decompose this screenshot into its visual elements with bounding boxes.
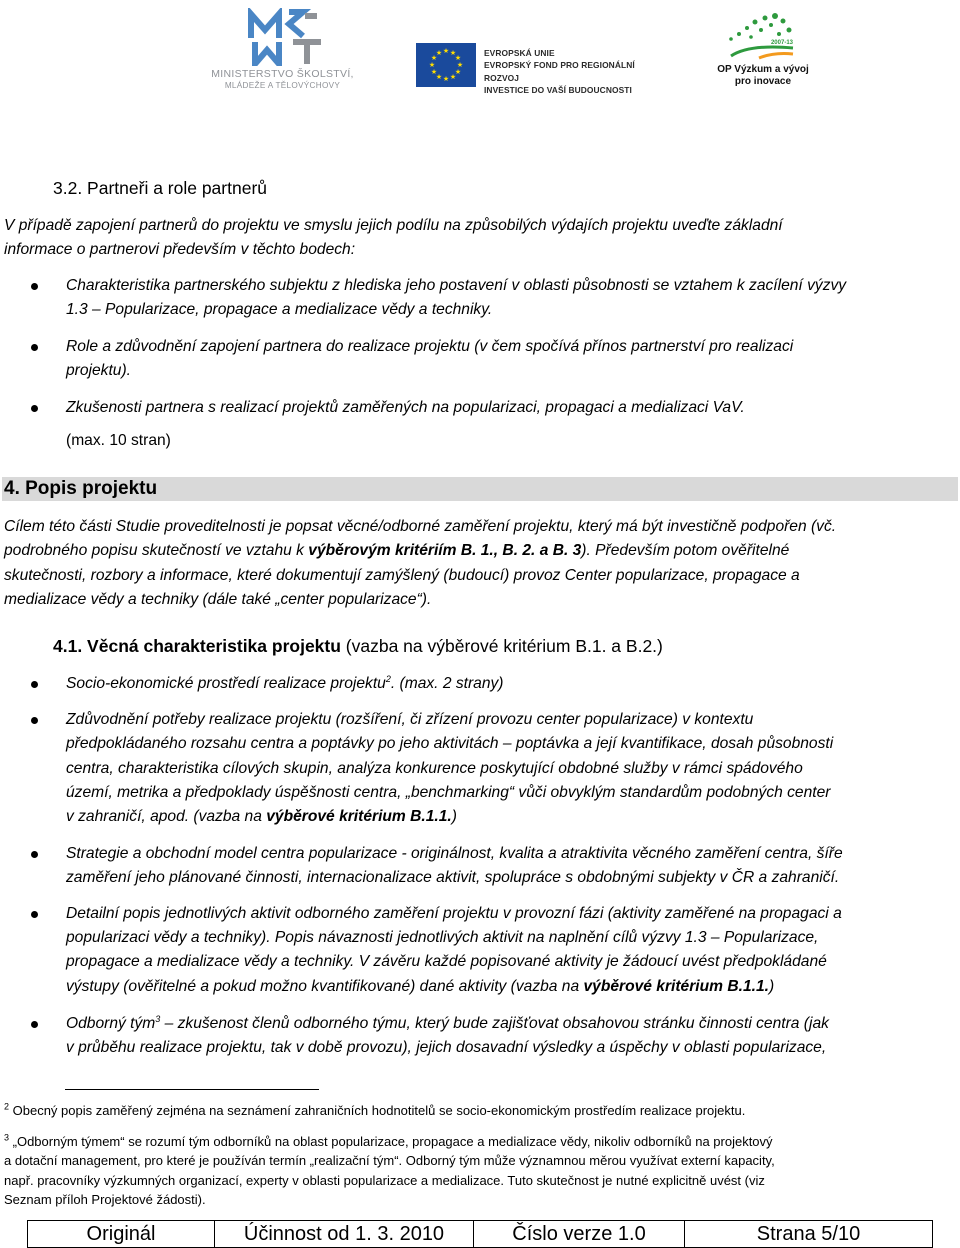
msmt-name-line1: MINISTERSTVO ŠKOLSTVÍ,: [211, 68, 354, 80]
project-bullet-3-line2: zaměření jeho plánované činnosti, internacionalizace aktivit, spolupráce s obdobnými subjekty v ČR a zahraničí.: [66, 869, 840, 886]
project-bullet-1-text: Socio-ekonomické prostředí realizace projektu: [66, 675, 386, 692]
eu-line3: INVESTICE DO VAŠÍ BUDOUCNOSTI: [484, 84, 632, 95]
partner-bullet-3: Zkušenosti partnera s realizací projektů zaměřených na popularizaci, propagaci a medializaci VaV.: [66, 399, 745, 416]
footnote-2: [4, 1101, 956, 1120]
bullet-icon: [31, 851, 38, 858]
svg-text:★: ★: [454, 68, 462, 76]
project-bullet-2-line4: území, metrika a předpoklady úspěšnosti centra, „benchmarking“ vůči obvyklým standardům podobných center: [66, 784, 831, 801]
section-4-heading-text: 4. Popis projektu: [4, 478, 158, 499]
svg-text:★: ★: [449, 49, 457, 57]
msmt-logo: [205, 8, 360, 90]
section-4-1-heading: [53, 634, 663, 659]
footnote-ref-3: 3: [155, 1013, 161, 1024]
footer-table: [27, 1220, 933, 1248]
project-bullet-5-b: – zkušenost členů odborného týmu, který bude zajišťovat obsahovou stránku činnosti centra (jak: [160, 1015, 829, 1032]
msmt-name-line2: MLÁDEŽE A TĚLOVÝCHOVY: [224, 81, 341, 90]
project-bullet-4-line1: Detailní popis jednotlivých aktivit odborného zaměření projektu v provozní fázi (aktivity zaměřené na propagaci a: [66, 905, 842, 922]
partner-bullet-2-line1: Role a zdůvodnění zapojení partnera do realizace projektu (v čem spočívá přínos partnerství pro realizaci: [66, 338, 794, 355]
op-years: 2007-13: [770, 40, 793, 46]
footnote-2-text: Obecný popis zaměřený zejména na seznámení zahraničních hodnotitelů se socio-ekonomickým prostředím realizace projektu.: [9, 1103, 746, 1118]
project-bullet-2-line2: předpokládaného rozsahu centra a poptávky po jeho aktivitách – poptávka a její kvantifikace, dosah působnosti: [66, 735, 834, 752]
project-bullet-4-line4: [66, 975, 774, 1000]
section-4-1-heading-rest: (vazba na výběrové kritérium B.1. a B.2.): [340, 636, 663, 656]
svg-text:★: ★: [456, 61, 464, 69]
eu-flag-icon: [416, 43, 476, 87]
eu-logo: [416, 43, 661, 95]
footnote-2-number: 2: [4, 1101, 10, 1112]
bullet-icon: [31, 911, 38, 918]
project-bullet-2-line1: Zdůvodnění potřeby realizace projektu (rozšíření, či zřízení provozu center popularizace) v kontextu: [66, 711, 754, 728]
section-4-para-line2: [4, 539, 956, 564]
section-4-para-line2-c: ). Především potom ověřitelné: [581, 542, 790, 559]
project-bullet-5-line2: v průběhu realizace projektu, tak v době provozu), jejich dosavadní výsledky a úspěchy v oblasti popularizace,: [66, 1039, 827, 1056]
project-bullet-2-line5-a: v zahraničí, apod. (vazba na: [66, 808, 267, 825]
footnote-3-text-line1: „Odborným týmem“ se rozumí tým odborníků na oblast popularizace, propagace a medializace vědy, nikoliv odborníků na projektový: [9, 1134, 773, 1149]
project-bullet-5-line1: [66, 1012, 958, 1037]
project-bullet-4-line3: propagace a medializace vědy a techniky. V závěru každé popisované aktivity je žádoucí uvést předpokládané: [66, 953, 827, 970]
project-bullet-4-line4-a: výstupy (ověřitelné a pokud možno kvantifikované) dané aktivity (vazba na: [66, 978, 584, 995]
footnote-3-line1: [4, 1132, 956, 1151]
bullet-icon: [31, 344, 38, 351]
svg-text:★: ★: [449, 73, 457, 81]
svg-text:★: ★: [430, 68, 438, 76]
section-4-para-line4: medializace vědy a techniky (dále také „center popularizace“).: [4, 591, 432, 608]
section-4-heading: [2, 477, 958, 501]
section-3-2-heading: 3.2. Partneři a role partnerů: [53, 178, 268, 198]
svg-text:★: ★: [435, 73, 443, 81]
project-bullet-2-line3: centra, charakteristika cílových skupin, analýza konkurence poskytující obdobné služby v rámci spádového: [66, 760, 803, 777]
msmt-emblem-icon: [245, 8, 325, 66]
footer-original: Originál: [28, 1221, 215, 1247]
project-bullet-3-line1: Strategie a obchodní model centra popularizace - originálnost, kvalita a atraktivita věcného zaměření centra, šíře: [66, 845, 843, 862]
op-text: [713, 64, 813, 88]
svg-text:★: ★: [442, 47, 450, 55]
svg-text:★: ★: [442, 75, 450, 83]
section-4-para-line1: Cílem této části Studie proveditelnosti je popsat věcné/odborné zaměření projektu, který má být investičně podpořen (vč.: [4, 518, 837, 535]
project-bullet-5-a: Odborný tým: [66, 1015, 156, 1032]
bullet-icon: [31, 1021, 38, 1028]
footnote-separator: [65, 1089, 319, 1090]
footnote-3-line3: např. pracovníky výzkumných organizací, experty v oblasti popularizace a medializace. Tuto skutečnost je nutné explicitně uvést (viz: [4, 1173, 765, 1188]
footnote-3-line4: Seznam příloh Projektové žádosti).: [4, 1192, 206, 1207]
section-4-para-line2-a: podrobného popisu skutečností ve vztahu k: [4, 542, 309, 559]
project-bullet-1-tail: . (max. 2 strany): [390, 675, 504, 692]
bullet-icon: [31, 405, 38, 412]
project-bullet-2-line5-c: ): [451, 808, 457, 825]
svg-text:★: ★: [435, 49, 443, 57]
partner-bullet-2-line2: projektu).: [66, 362, 132, 379]
bullet-icon: [31, 681, 38, 688]
footer-version: Číslo verze 1.0: [474, 1221, 685, 1247]
svg-text:★: ★: [430, 54, 438, 62]
op-vavpi-logo: [713, 12, 813, 92]
project-bullet-2-line5: [66, 805, 457, 830]
footnote-3-line2: a dotační management, pro které je používán termín „realizační tým“. Odborný tým může významnou měrou využívat externí kapacity,: [4, 1153, 775, 1168]
eu-line2: EVROPSKÝ FOND PRO REGIONÁLNÍ ROZVOJ: [484, 60, 635, 83]
op-years-badge: [729, 42, 795, 62]
section-3-2-intro-line2: informace o partnerovi především v těchto bodech:: [4, 241, 356, 258]
section-3-2-max: (max. 10 stran): [66, 432, 171, 449]
eu-line1: EVROPSKÁ UNIE: [484, 48, 555, 58]
bullet-icon: [31, 717, 38, 724]
op-line1: OP Výzkum a vývoj: [717, 64, 809, 75]
section-4-1-heading-bold: 4.1. Věcná charakteristika projektu: [53, 636, 341, 656]
section-4-para-line2-bold: výběrovým kritériím B. 1., B. 2. a B. 3: [308, 542, 582, 559]
footnote-3-number: 3: [4, 1132, 10, 1143]
footnote-ref-2: 2: [385, 673, 391, 684]
project-bullet-2-line5-bold: výběrové kritérium B.1.1.: [266, 808, 452, 825]
project-bullet-4-line4-c: ): [768, 978, 775, 995]
svg-text:★: ★: [454, 54, 462, 62]
op-line2: pro inovace: [734, 76, 792, 87]
project-bullet-4-line4-bold: výběrové kritérium B.1.1.: [583, 978, 769, 995]
footer-page-number: Strana 5/10: [756, 1223, 861, 1245]
partner-bullet-1-line1: Charakteristika partnerského subjektu z hlediska jeho postavení v oblasti působnosti se vztahem k zacílení výzvy: [66, 277, 847, 294]
svg-text:★: ★: [428, 61, 436, 69]
section-4-para-line3: skutečnosti, rozbory a informace, které dokumentují zamýšlený (budoucí) provoz Center popularizace, propagace a: [4, 567, 800, 584]
project-bullet-1: [66, 672, 504, 697]
op-dots-icon: [713, 12, 813, 42]
partner-bullet-1-line2: 1.3 – Popularizace, propagace a medializace vědy a techniky.: [66, 301, 493, 318]
footer-effective-date: Účinnost od 1. 3. 2010: [215, 1221, 474, 1247]
eu-text: [484, 47, 664, 96]
bullet-icon: [31, 283, 38, 290]
section-3-2-intro-line1: V případě zapojení partnerů do projektu ve smyslu jejich podílu na způsobilých výdajích projektu uveďte základní: [4, 217, 783, 234]
project-bullet-4-line2: popularizaci vědy a techniky). Popis návaznosti jednotlivých aktivit na naplnění cílů výzvy 1.3 – Popularizace,: [66, 929, 819, 946]
